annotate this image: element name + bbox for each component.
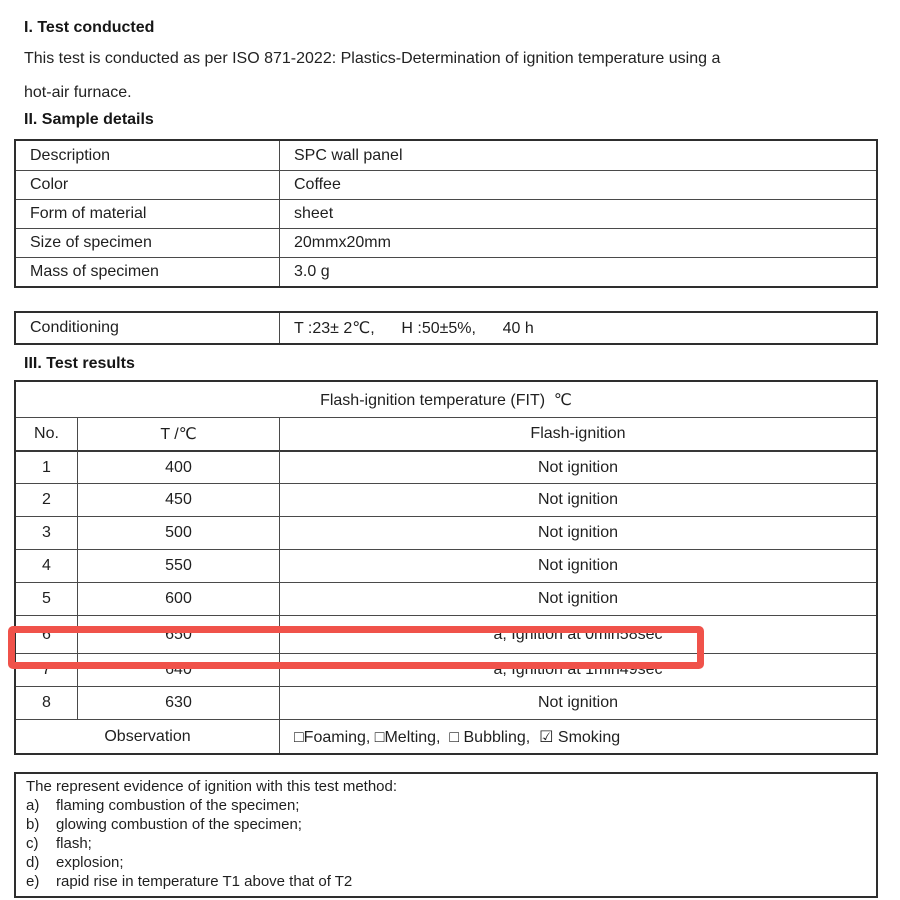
note-text: glowing combustion of the specimen;	[56, 816, 302, 833]
note-item	[26, 853, 866, 872]
sample-row-label: Mass of specimen	[16, 257, 279, 286]
conditioning-value: T :23± 2℃, H :50±5%, 40 h	[279, 313, 876, 343]
note-item	[26, 796, 866, 815]
sample-row-value: 3.0 g	[279, 257, 876, 286]
result-temp: 650	[77, 615, 279, 653]
result-flash: Not ignition	[279, 450, 876, 483]
result-no: 6	[16, 615, 77, 653]
test-description-line2: hot-air furnace.	[24, 84, 132, 101]
note-item	[26, 815, 866, 834]
results-table	[14, 380, 878, 755]
result-no: 5	[16, 582, 77, 615]
sample-row-value: Coffee	[279, 170, 876, 199]
result-flash: a, Ignition at 0min58sec	[279, 615, 876, 653]
sample-row-value: 20mmx20mm	[279, 228, 876, 257]
sample-row-label: Form of material	[16, 199, 279, 228]
note-marker: a)	[26, 797, 40, 814]
result-flash: a, Ignition at 1min49sec	[279, 653, 876, 686]
note-marker: c)	[26, 835, 39, 852]
note-item	[26, 872, 866, 891]
sample-row-label: Size of specimen	[16, 228, 279, 257]
note-text: rapid rise in temperature T1 above that of T2	[56, 873, 353, 890]
section-heading-test-results: III. Test results	[24, 355, 135, 372]
conditioning-table	[14, 311, 878, 345]
note-marker: d)	[26, 854, 40, 871]
result-temp: 400	[77, 450, 279, 483]
section-heading-test-conducted: I. Test conducted	[24, 19, 155, 36]
result-no: 4	[16, 549, 77, 582]
sample-row-label: Color	[16, 170, 279, 199]
note-text: flaming combustion of the specimen;	[56, 797, 300, 814]
result-no: 8	[16, 686, 77, 719]
notes-box	[14, 772, 878, 898]
result-flash: Not ignition	[279, 516, 876, 549]
observation-label: Observation	[16, 719, 279, 753]
test-description-line1: This test is conducted as per ISO 871-2022: Plastics-Determination of ignition temperature using a	[24, 50, 721, 67]
note-text: explosion;	[56, 854, 124, 871]
result-no: 3	[16, 516, 77, 549]
notes-intro: The represent evidence of ignition with this test method:	[26, 778, 398, 795]
column-header-no: No.	[16, 417, 77, 450]
note-item	[26, 834, 866, 853]
result-flash: Not ignition	[279, 549, 876, 582]
result-temp: 550	[77, 549, 279, 582]
note-text: flash;	[56, 835, 92, 852]
sample-row-value: SPC wall panel	[279, 141, 876, 170]
sample-details-table	[14, 139, 878, 288]
result-no: 7	[16, 653, 77, 686]
result-temp: 640	[77, 653, 279, 686]
note-marker: b)	[26, 816, 40, 833]
result-flash: Not ignition	[279, 483, 876, 516]
result-no: 2	[16, 483, 77, 516]
result-no: 1	[16, 450, 77, 483]
note-marker: e)	[26, 873, 40, 890]
observation-checkboxes: □Foaming, □Melting, □ Bubbling, ☑ Smoking	[279, 719, 876, 753]
result-temp: 630	[77, 686, 279, 719]
result-temp: 500	[77, 516, 279, 549]
result-temp: 450	[77, 483, 279, 516]
sample-row-label: Description	[30, 146, 111, 164]
result-flash: Not ignition	[279, 582, 876, 615]
result-temp: 600	[77, 582, 279, 615]
sample-row-value: sheet	[279, 199, 876, 228]
result-flash: Not ignition	[279, 686, 876, 719]
column-header-result: Flash-ignition	[279, 417, 876, 450]
column-header-t: T /℃	[77, 417, 279, 450]
conditioning-label: Conditioning	[30, 319, 119, 336]
section-heading-sample-details: II. Sample details	[24, 111, 154, 128]
results-table-title: Flash-ignition temperature (FIT) ℃	[320, 391, 572, 409]
